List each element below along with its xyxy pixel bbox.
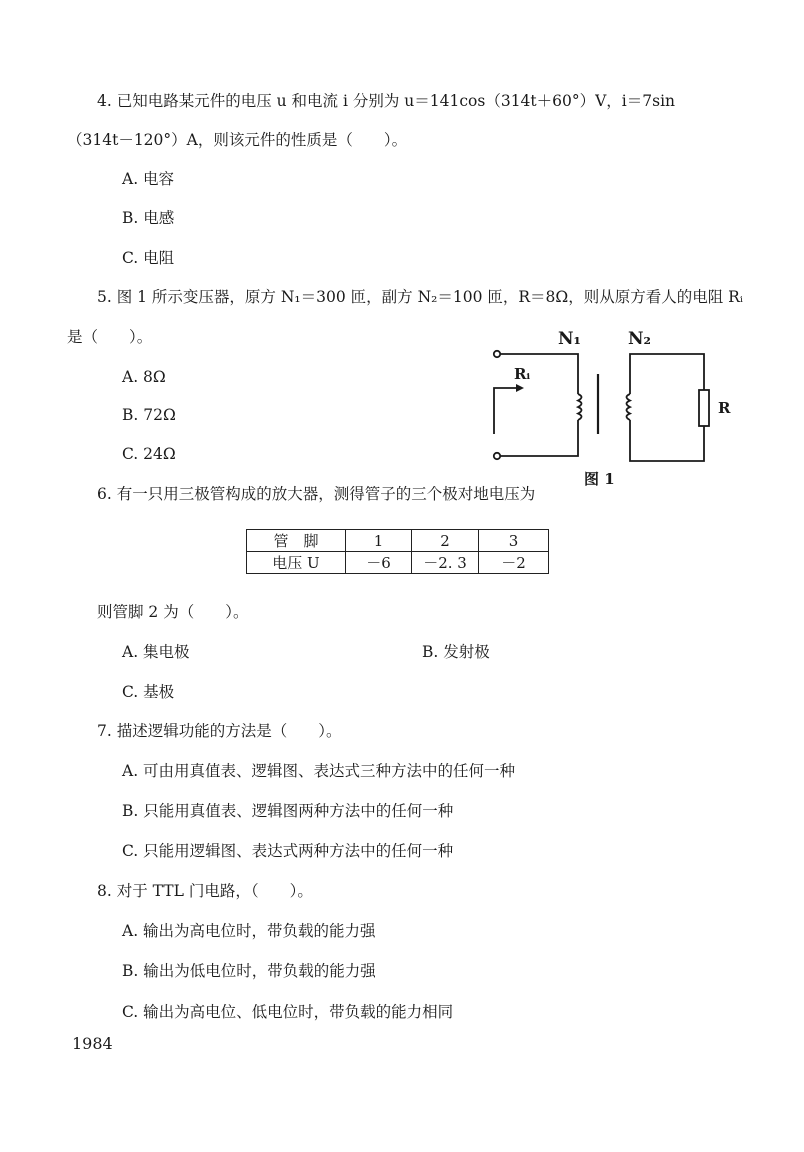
q8-option-b: B. 输出为低电位时，带负载的能力强 bbox=[122, 962, 376, 980]
table-cell: －2. 3 bbox=[412, 552, 479, 574]
table-header-cell: 1 bbox=[346, 530, 412, 552]
q7-option-a: A. 可由用真值表、逻辑图、表达式三种方法中的任何一种 bbox=[122, 762, 516, 780]
q5-stem-line2: 是（ ）。 bbox=[67, 328, 153, 346]
pin-voltage-table bbox=[246, 529, 549, 574]
q6-option-a: A. 集电极 bbox=[122, 643, 190, 661]
q6-stem-line1: 6. 有一只用三极管构成的放大器，测得管子的三个极对地电压为 bbox=[97, 485, 536, 503]
label-n1: N₁ bbox=[558, 329, 581, 349]
page-number: 1984 bbox=[72, 1034, 113, 1053]
label-ri: Rᵢ bbox=[514, 365, 531, 383]
q4-option-c: C. 电阻 bbox=[122, 249, 175, 267]
q8-stem: 8. 对于 TTL 门电路，（ ）。 bbox=[97, 882, 313, 900]
q4-stem-line2: （314t－120°）A，则该元件的性质是（ ）。 bbox=[67, 131, 408, 149]
table-row bbox=[247, 530, 549, 552]
q5-option-b: B. 72Ω bbox=[122, 406, 176, 424]
label-n2: N₂ bbox=[628, 329, 651, 349]
q8-option-c: C. 输出为高电位、低电位时，带负载的能力相同 bbox=[122, 1003, 454, 1021]
table-cell: －6 bbox=[346, 552, 412, 574]
q4-option-a: A. 电容 bbox=[122, 170, 175, 188]
figure-caption: 图 1 bbox=[584, 470, 615, 488]
q6-stem-line2: 则管脚 2 为（ ）。 bbox=[97, 603, 249, 621]
primary-terminal-bottom bbox=[494, 453, 500, 459]
table-header-cell: 3 bbox=[479, 530, 549, 552]
label-r: R bbox=[718, 399, 731, 417]
q7-stem: 7. 描述逻辑功能的方法是（ ）。 bbox=[97, 722, 342, 740]
table-cell: 电压 U bbox=[247, 552, 346, 574]
table-header-cell: 2 bbox=[412, 530, 479, 552]
transformer-circuit-figure bbox=[488, 322, 748, 472]
table-row bbox=[247, 552, 549, 574]
q4-stem-line1: 4. 已知电路某元件的电压 u 和电流 i 分别为 u＝141cos（314t＋60°）V，i＝7sin bbox=[97, 92, 676, 110]
q4-option-b: B. 电感 bbox=[122, 209, 175, 227]
q8-option-a: A. 输出为高电位时，带负载的能力强 bbox=[122, 922, 376, 940]
table-header-cell: 管 脚 bbox=[247, 530, 346, 552]
secondary-coil bbox=[627, 394, 631, 420]
q6-option-c: C. 基极 bbox=[122, 683, 175, 701]
primary-coil bbox=[578, 394, 582, 420]
q7-option-b: B. 只能用真值表、逻辑图两种方法中的任何一种 bbox=[122, 802, 454, 820]
ri-arrow bbox=[494, 388, 522, 434]
q5-option-c: C. 24Ω bbox=[122, 445, 176, 463]
q5-stem-line1: 5. 图 1 所示变压器，原方 N₁＝300 匝，副方 N₂＝100 匝，R＝8Ω，则从原方看人的电阻 Rᵢ bbox=[97, 288, 743, 306]
table-cell: －2 bbox=[479, 552, 549, 574]
ri-arrow-head bbox=[516, 384, 524, 392]
q6-option-b: B. 发射极 bbox=[422, 643, 490, 661]
q7-option-c: C. 只能用逻辑图、表达式两种方法中的任何一种 bbox=[122, 842, 454, 860]
primary-terminal-top bbox=[494, 351, 500, 357]
resistor-r bbox=[699, 390, 709, 426]
q5-option-a: A. 8Ω bbox=[122, 368, 166, 386]
